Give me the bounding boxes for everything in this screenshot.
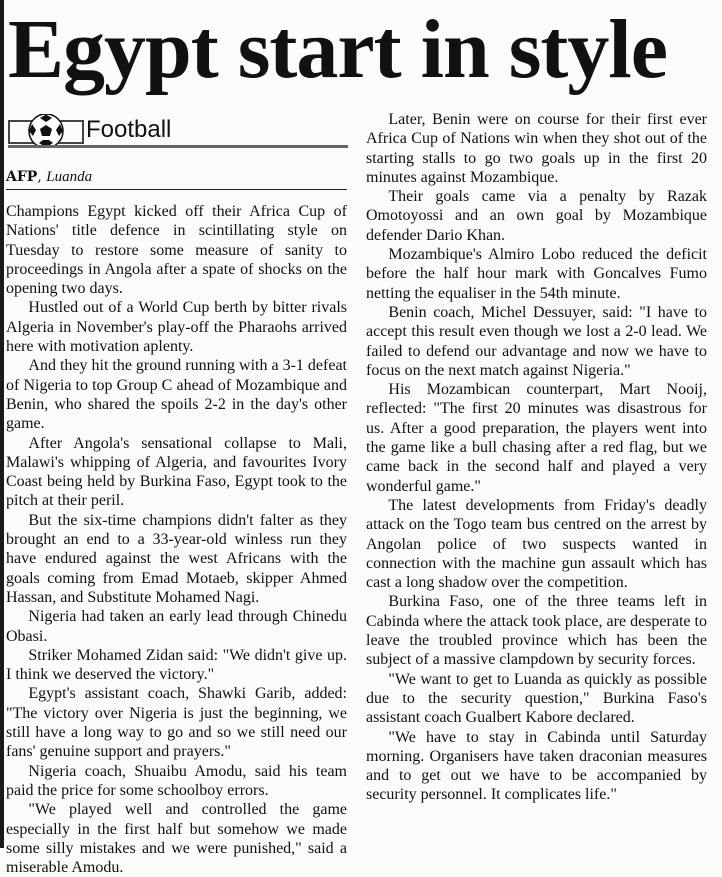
page-edge-rule <box>0 0 4 848</box>
paragraph: Striker Mohamed Zidan said: "We didn't give up. I think we deserved the victory." <box>6 646 347 684</box>
byline-agency: AFP <box>6 169 38 185</box>
paragraph: Later, Benin were on course for their first ever Africa Cup of Nations win when they shot out of the starting stalls to go two goals up in the first 20 minutes against Mozambique. <box>366 111 707 186</box>
paragraph: Nigeria had taken an early lead through Chinedu Obasi. <box>6 608 347 645</box>
section-label: Football <box>86 116 172 143</box>
paragraph: Benin coach, Michel Dessuyer, said: "I have to accept this result even though we lost a 2-0 lead. We failed to defend our advantage and now we have to focus on the next match against Nigeria." <box>366 303 707 379</box>
paragraph: Mozambique's Almiro Lobo reduced the deficit before the half hour mark with Goncalves Fumo netting the equaliser in the 54th minute. <box>366 246 707 302</box>
headline: Egypt start in style <box>8 3 667 96</box>
paragraph: After Angola's sensational collapse to Mali, Malawi's whipping of Algeria, and favourites Ivory Coast being held by Burkina Faso, Egypt took to the pitch at their peril. <box>6 434 347 510</box>
paragraph: "We played well and controlled the game especially in the first half but somehow we made some silly mistakes and we were punished," said a miserable Amodu. <box>6 801 347 877</box>
byline <box>6 168 346 186</box>
byline-separator: , <box>37 169 42 185</box>
football-icon <box>8 114 84 148</box>
byline-city: Luanda <box>46 169 93 185</box>
paragraph: Burkina Faso, one of the three teams left in Cabinda where the attack took place, are desperate to leave the troubled province which has been the subject of a massive clampdown by security forces. <box>366 593 707 669</box>
paragraph: Their goals came via a penalty by Razak Omotoyossi and an own goal by Mozambique defender Dario Khan. <box>366 188 707 244</box>
paragraph: And they hit the ground running with a 3-1 defeat of Nigeria to top Group C ahead of Mozambique and Benin, who shared the spoils 2-2 in the day's other game. <box>6 357 347 433</box>
article-column-right <box>366 110 707 805</box>
paragraph: "We want to get to Luanda as quickly as possible due to the security question," Burkina Faso's assistant coach Gualbert Kabore declared. <box>366 670 707 727</box>
paragraph: Egypt's assistant coach, Shawki Garib, added: "The victory over Nigeria is just the beginning, we still have a long way to go and so we still need our fans' genuine support and prayers." <box>6 685 347 761</box>
article-column-left <box>6 202 347 877</box>
paragraph: The latest developments from Friday's deadly attack on the Togo team bus centred on the arrest by Angolan police of two suspects wanted in connection with the machine gun assault which has cast a long shadow over the competition. <box>366 496 707 592</box>
paragraph: Hustled out of a World Cup berth by bitter rivals Algeria in November's play-off the Pharaohs arrived here with motivation aplenty. <box>6 299 347 356</box>
section-band <box>8 114 348 148</box>
paragraph: His Mozambican counterpart, Mart Nooij, reflected: "The first 20 minutes was disastrous for us. After a good preparation, the players went into the game like a bull chasing after a red flag, but we came back in the second half and played a very wonderful game." <box>366 381 707 495</box>
section-rule <box>8 145 348 148</box>
paragraph: But the six-time champions didn't falter as they brought an end to a 33-year-old winless run they have endured against the west Africans with the goals coming from Emad Motaeb, skipper Ahmed Hassan, and Substitute Mohamed Nagi. <box>6 511 347 606</box>
paragraph: Champions Egypt kicked off their Africa Cup of Nations' title defence in scintillating style on Tuesday to restore some measure of sanity to proceedings in Angola after a spate of shocks on the opening two days. <box>6 203 347 298</box>
paragraph: Nigeria coach, Shuaibu Amodu, said his team paid the price for some schoolboy errors. <box>6 762 347 799</box>
byline-rule <box>6 189 347 190</box>
paragraph: "We have to stay in Cabinda until Saturday morning. Organisers have taken draconian measures and to get out we have to be accompanied by security personnel. It complicates life." <box>366 728 707 804</box>
